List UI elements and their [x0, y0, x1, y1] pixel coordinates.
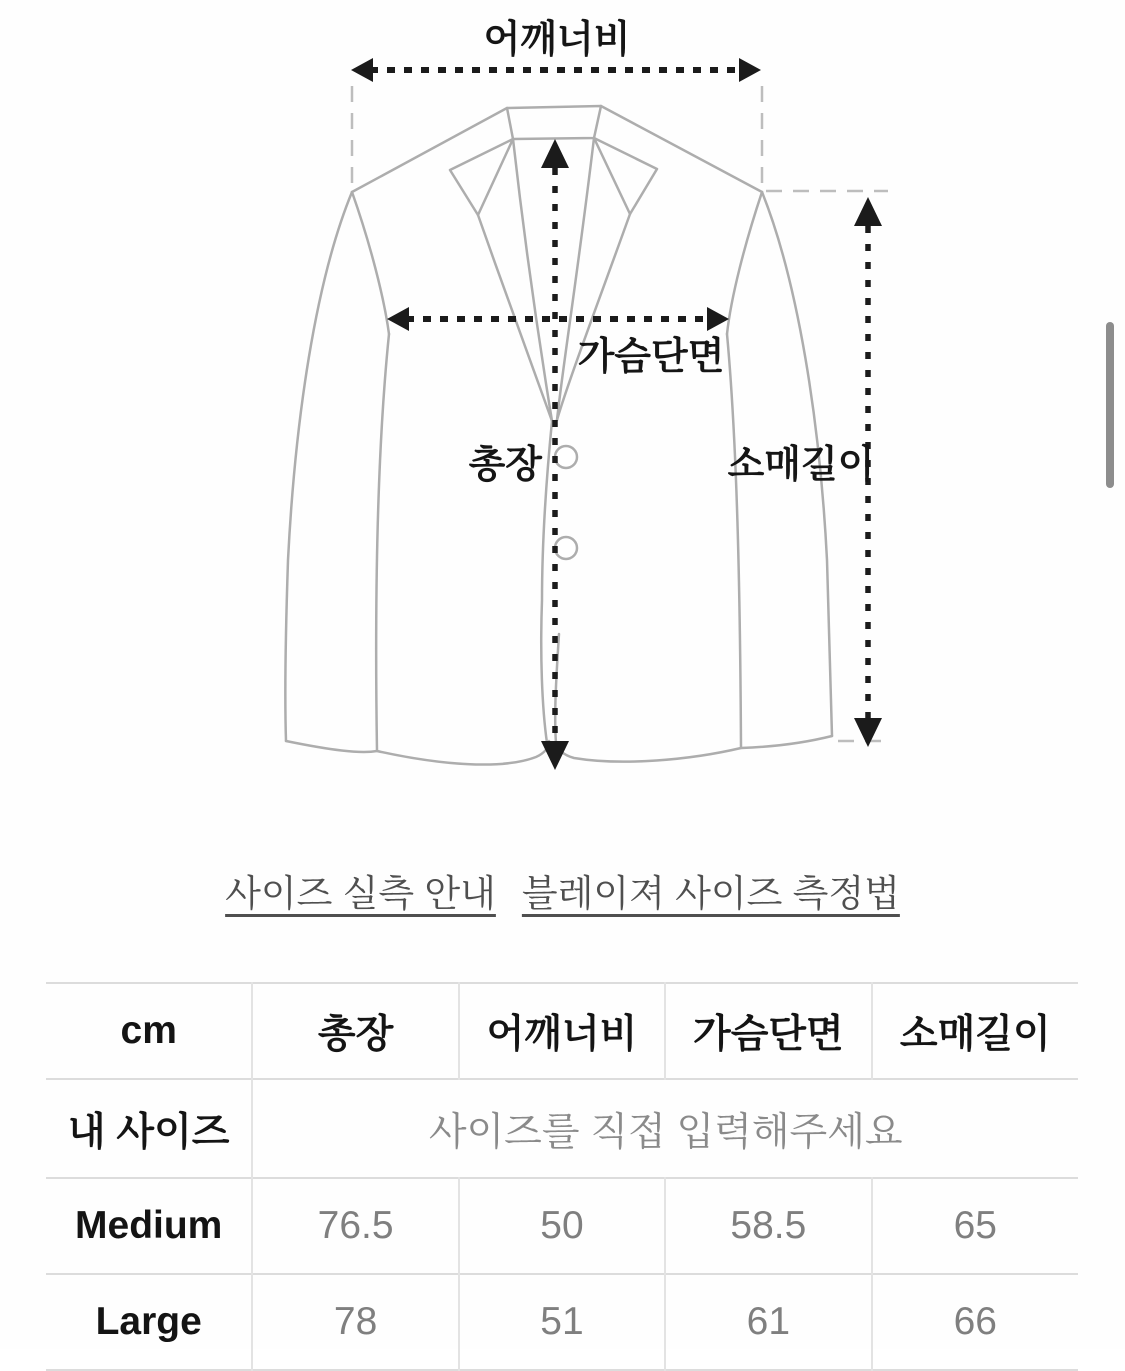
size-label-medium: Medium [75, 1204, 223, 1247]
shoulder-line-left [352, 108, 507, 192]
lapel-left-inner [513, 139, 552, 421]
large-chest-width: 61 [665, 1274, 871, 1370]
my-size-row [46, 1079, 1078, 1178]
table-row-medium [46, 1178, 1078, 1274]
armhole-left [352, 192, 389, 334]
collar [507, 106, 601, 139]
size-guide-links [0, 868, 1125, 920]
side-seam-right [727, 334, 741, 748]
label-chest-width: 가슴단면 [577, 336, 725, 378]
button-top [555, 446, 577, 468]
size-table-header-row [46, 983, 1078, 1079]
arrowhead-shoulder-left [351, 58, 373, 82]
arrowhead-shoulder-right [739, 58, 761, 82]
my-size-label: 내 사이즈 [67, 1110, 230, 1154]
guide-lines [352, 86, 892, 741]
header-chest-width: 가슴단면 [665, 983, 871, 1079]
hem-right [556, 736, 832, 762]
medium-total-length: 76.5 [252, 1178, 458, 1274]
shoulder-line-right [601, 106, 762, 192]
medium-sleeve-length: 65 [872, 1178, 1078, 1274]
header-unit: cm [120, 1009, 177, 1052]
arrowhead-sleeve-bottom [854, 718, 882, 747]
arrowhead-sleeve-top [854, 197, 882, 226]
measure-arrows [351, 58, 882, 770]
table-row-large [46, 1274, 1078, 1370]
label-sleeve-length: 소매길이 [727, 444, 875, 486]
large-sleeve-length: 66 [872, 1274, 1078, 1370]
large-total-length: 78 [252, 1274, 458, 1370]
front-edge [541, 421, 552, 743]
label-total-length: 총장 [468, 444, 542, 486]
link-blazer-sizing-method[interactable]: 블레이져 사이즈 측정법 [521, 873, 900, 914]
header-total-length: 총장 [252, 983, 458, 1079]
label-shoulder-width: 어깨너비 [483, 19, 631, 61]
lapel-right-notch [594, 138, 657, 214]
blazer-line-drawing [285, 106, 832, 765]
medium-shoulder-width: 50 [459, 1178, 665, 1274]
header-sleeve-length: 소매길이 [872, 983, 1078, 1079]
link-size-measure-guide[interactable]: 사이즈 실측 안내 [225, 873, 496, 914]
arrowhead-length-top [541, 139, 569, 168]
size-label-large: Large [95, 1300, 202, 1343]
button-bottom [555, 537, 577, 559]
arrowhead-chest-right [707, 307, 729, 331]
size-table [46, 982, 1078, 1371]
sleeve-left-outer [285, 192, 352, 741]
header-shoulder-width: 어깨너비 [459, 983, 665, 1079]
large-shoulder-width: 51 [459, 1274, 665, 1370]
armhole-right [727, 192, 762, 334]
arrowhead-chest-left [387, 307, 409, 331]
medium-chest-width: 58.5 [665, 1178, 871, 1274]
my-size-input-prompt[interactable]: 사이즈를 직접 입력해주세요 [252, 1079, 1078, 1178]
lapel-left-notch [450, 139, 513, 215]
side-seam-left [376, 334, 389, 751]
hem-left [286, 741, 549, 765]
scrollbar-thumb[interactable] [1106, 322, 1114, 488]
